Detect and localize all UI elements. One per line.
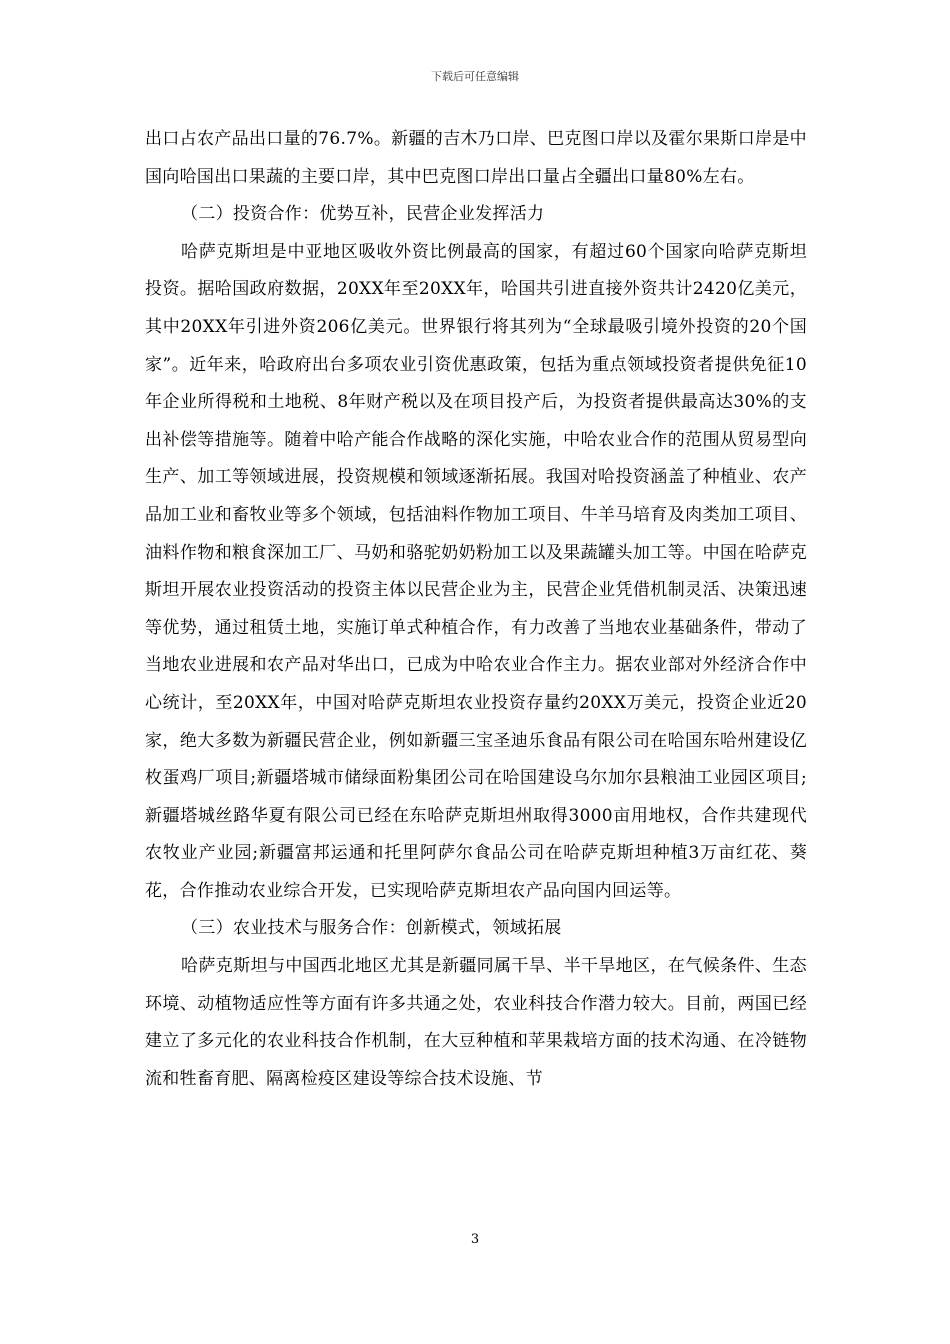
- paragraph-export-ports: 出口占农产品出口量的76.7%。新疆的吉木乃口岸、巴克图口岸以及霍尔果斯口岸是中国向哈国出口果蔬的主要口岸，其中巴克图口岸出口量占全疆出口量80%左右。: [145, 129, 807, 187]
- paragraph-investment: 哈萨克斯坦是中亚地区吸收外资比例最高的国家，有超过60个国家向哈萨克斯坦投资。据哈国政府数据，20XX年至20XX年，哈国共引进直接外资共计2420亿美元，其中20XX年引进外资206亿美元。世界银行将其列为“全球最吸引境外投资的20个国家”。近年来，哈政府出台多项农业引资优惠政策，包括为重点领域投资者提供免征10年企业所得税和土地税、8年财产税以及在项目投产后，为投资者提供最高达30%的支出补偿等措施等。随着中哈产能合作战略的深化实施，中哈农业合作的范围从贸易型向生产、加工等领域进展，投资规模和领域逐渐拓展。我国对哈投资涵盖了种植业、农产品加工业和畜牧业等多个领域，包括油料作物加工项目、牛羊马培育及肉类加工项目、油料作物和粮食深加工厂、马奶和骆驼奶奶粉加工以及果蔬罐头加工等。中国在哈萨克斯坦开展农业投资活动的投资主体以民营企业为主，民营企业凭借机制灵活、决策迅速等优势，通过租赁土地，实施订单式种植合作，有力改善了当地农业基础条件，带动了当地农业进展和农产品对华出口，已成为中哈农业合作主力。据农业部对外经济合作中心统计，至20XX年，中国对哈萨克斯坦农业投资存量约20XX万美元，投资企业近20家，绝大多数为新疆民营企业，例如新疆三宝圣迪乐食品有限公司在哈国东哈州建设亿枚蛋鸡厂项目;新疆塔城市储绿面粉集团公司在哈国建设乌尔加尔县粮油工业园区项目;新疆塔城丝路华夏有限公司已经在东哈萨克斯坦州取得3000亩用地权，合作共建现代农牧业产业园;新疆富邦运通和托里阿萨尔食品公司在哈萨克斯坦种植3万亩红花、葵花，合作推动农业综合开发，已实现哈萨克斯坦农产品向国内回运等。: [145, 241, 807, 901]
- document-body: [145, 121, 807, 1098]
- section-heading-technology: （三）农业技术与服务合作：创新模式，领域拓展: [181, 918, 562, 939]
- paragraph-technology: 哈萨克斯坦与中国西北地区尤其是新疆同属干旱、半干旱地区，在气候条件、生态环境、动植物适应性等方面有许多共通之处，农业科技合作潜力较大。目前，两国已经建立了多元化的农业科技合作机制，在大豆种植和苹果栽培方面的技术沟通、在冷链物流和牲畜育肥、隔离检疫区建设等综合技术设施、节: [145, 956, 807, 1089]
- page-header: 下载后可任意编辑: [431, 70, 519, 83]
- page-number: 3: [470, 1232, 480, 1247]
- section-heading-investment: （二）投资合作：优势互补，民营企业发挥活力: [181, 204, 545, 225]
